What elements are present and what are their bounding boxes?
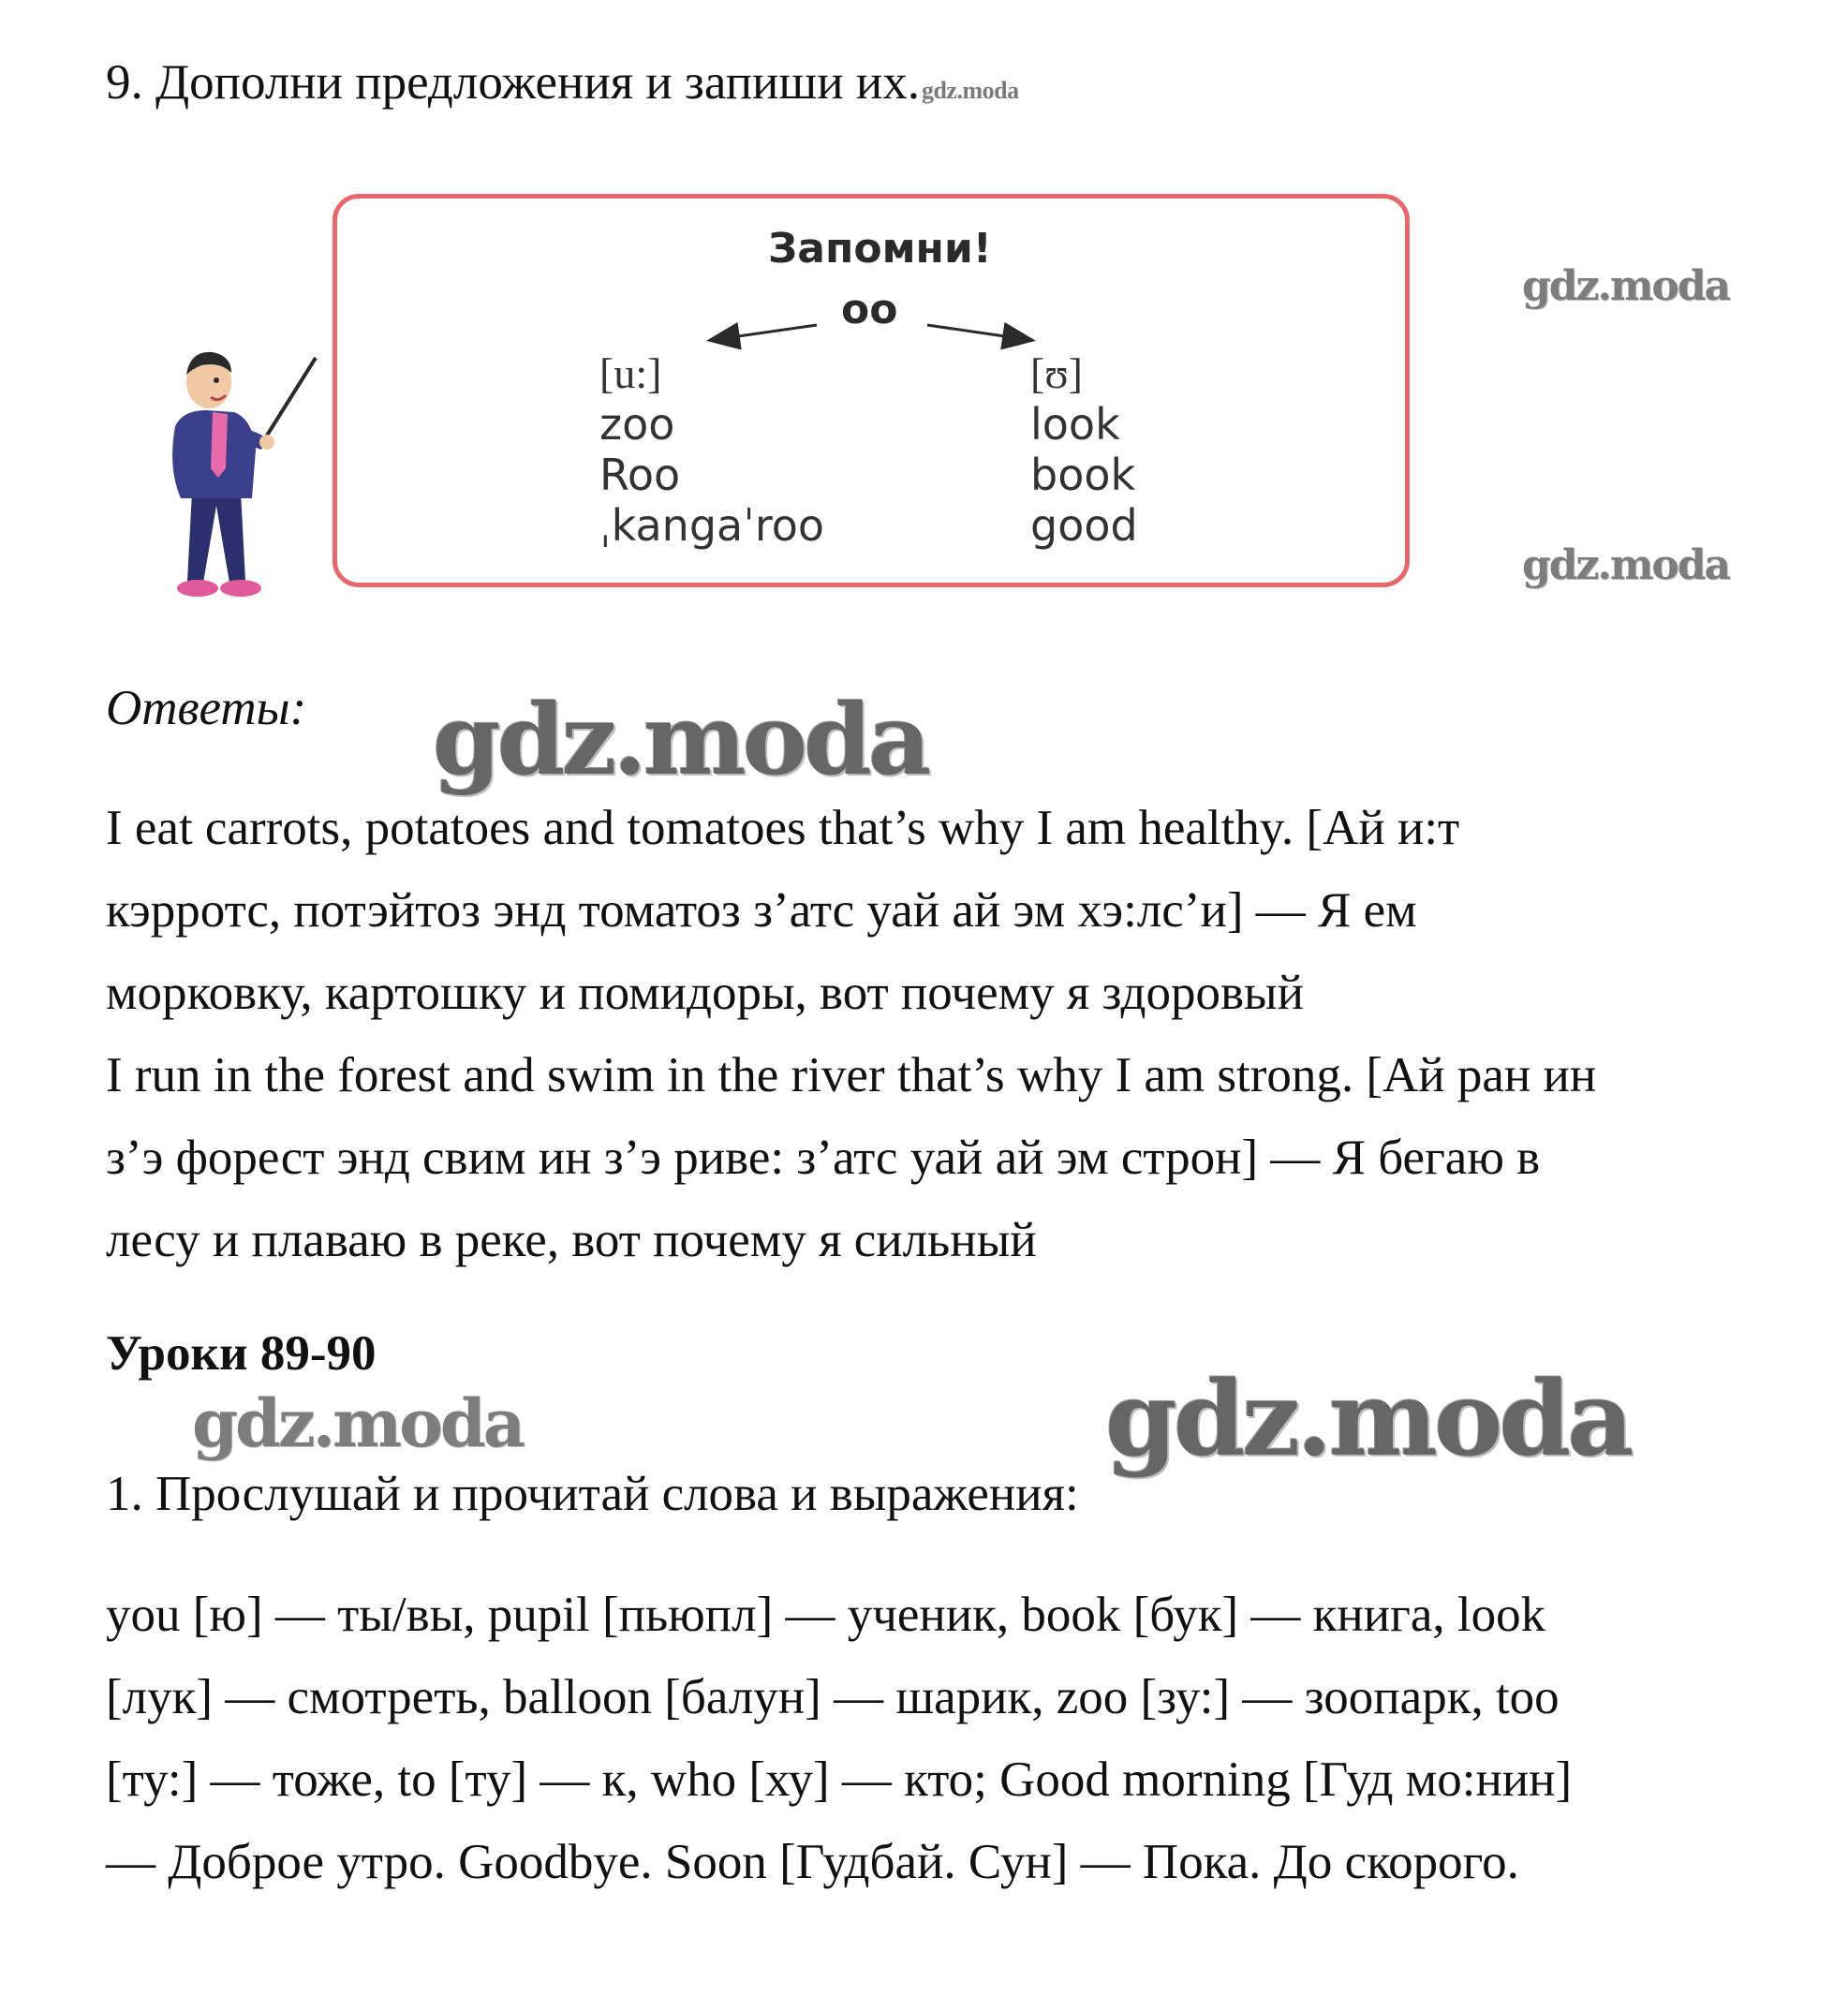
pointer-stick (265, 358, 316, 438)
teacher-legs (187, 492, 245, 583)
vocab-paragraph (106, 1574, 1773, 1903)
vocab-line: — Доброе утро. Goodbye. Soon [Гудбай. Сун] — Пока. До скорого. (106, 1835, 1519, 1889)
rule-left-transcription: [u:] (599, 349, 662, 397)
vocab-line: [ту:] — тоже, to [ту] — к, who [ху] — кто; Good morning [Гуд мо:нин] (106, 1752, 1573, 1807)
rule-right-transcription: [ʊ] (1030, 349, 1083, 397)
answer-line: морковку, картошку и помидоры, вот почему я здоровый (106, 966, 1304, 1020)
watermark: gdz.moda (1522, 541, 1730, 589)
task-heading-text: 9. Дополни предложения и запиши их. (106, 55, 920, 110)
rule-right-word: book (1030, 450, 1136, 500)
rule-left-word: ˌkangaˈroo (599, 500, 825, 551)
watermark: gdz.moda (1522, 262, 1730, 310)
teacher-tie (211, 412, 228, 478)
teacher-hand (259, 435, 274, 450)
answer-line: I run in the forest and swim in the river that’s why I am strong. [Ай ран ин (106, 1048, 1597, 1102)
answer-line: I eat carrots, potatoes and tomatoes that’s why I am healthy. [Ай и:т (106, 801, 1460, 855)
arrow-right-icon (927, 325, 1030, 340)
answer-line: з’э форест энд свим ин з’э риве: з’атс уай ай эм строн] — Я бегаю в (106, 1131, 1541, 1185)
answers-label: Ответы: (106, 681, 307, 735)
rule-box-arrows (693, 304, 1058, 351)
rule-left-word: zoo (599, 399, 675, 450)
rule-box-letters: oo (841, 286, 898, 333)
watermark: gdz.moda (192, 1384, 524, 1462)
teacher-shoe-left (177, 580, 218, 597)
rule-right-word: look (1030, 399, 1120, 450)
rule-left-column (599, 348, 824, 551)
arrow-left-icon (712, 325, 817, 340)
teacher-illustration (155, 337, 323, 604)
rule-right-column (1030, 348, 1138, 551)
watermark-small: gdz.moda (921, 77, 1019, 104)
lessons-heading: Уроки 89-90 (106, 1326, 377, 1381)
task2-heading: 1. Прослушай и прочитай слова и выражения: (106, 1467, 1079, 1521)
vocab-line: [лук] — смотреть, balloon [балун] — шарик, zoo [зу:] — зоопарк, too (106, 1670, 1560, 1724)
vocab-line: you [ю] — ты/вы, pupil [пьюпл] — ученик, book [бук] — книга, look (106, 1588, 1546, 1642)
task-heading (106, 55, 1019, 110)
answer-line: лесу и плаваю в реке, вот почему я сильный (106, 1213, 1037, 1267)
teacher-shoe-right (220, 580, 261, 597)
rule-right-word: good (1030, 500, 1138, 551)
watermark: gdz.moda (1105, 1358, 1631, 1479)
answer-line: кэрротс, потэйтоз энд томатоз з’атс уай ай эм хэ:лс’и] — Я ем (106, 883, 1417, 938)
watermark: gdz.moda (433, 682, 928, 797)
answer-paragraph (106, 787, 1773, 1281)
rule-box-title: Запомни! (768, 225, 992, 273)
teacher-eye (214, 377, 219, 383)
rule-left-word: Roo (599, 450, 681, 500)
